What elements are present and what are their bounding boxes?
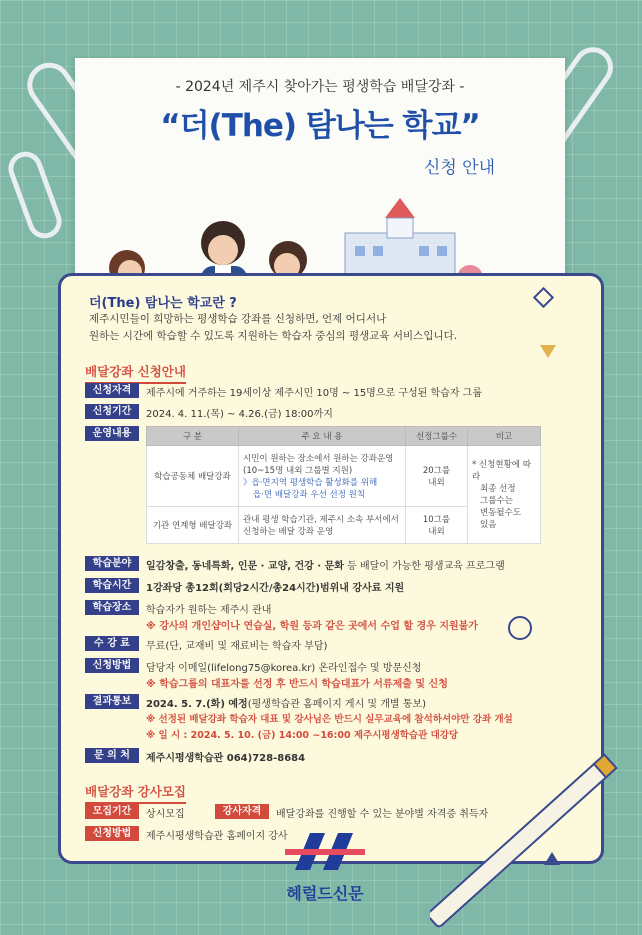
label-period: 신청기간 xyxy=(85,404,139,419)
operation-table xyxy=(146,426,541,544)
note-method: ※ 학습그룹의 대표자를 선정 후 반드시 학습대표가 서류제출 및 신청 xyxy=(146,679,448,690)
cell-line: * 신청현황에 따라 xyxy=(472,460,531,482)
cell-line: 10그룹 xyxy=(422,515,451,525)
value-contact: 제주시평생학습관 064)728-8684 xyxy=(146,753,306,764)
value-place: 학습자가 원하는 제주시 관내 xyxy=(146,605,272,616)
intro-line: 원하는 시간에 학습할 수 있도록 지원하는 학습자 중심의 평생교육 서비스입니다. xyxy=(89,330,458,342)
table-cell: 학습공동체 배달강좌 xyxy=(147,446,239,507)
paperclip-icon xyxy=(4,147,67,243)
value-field-bold: 일감창출, 동네특화, 인문 · 교양, 건강 · 문화 xyxy=(146,561,344,572)
table-header: 주 요 내 용 xyxy=(239,427,406,446)
value-method: 담당자 이메일(lifelong75@korea.kr) 온라인접수 및 방문신청 xyxy=(146,663,422,674)
table-row xyxy=(147,446,541,507)
value-fee: 무료(단, 교재비 및 재료비는 학습자 부담) xyxy=(146,641,328,652)
cell-line: 내외 xyxy=(428,478,445,488)
note-place: ※ 강사의 개인샵이나 연습실, 학원 등과 같은 곳에서 수업 할 경우 지원불가 xyxy=(146,621,478,632)
cell-line: 읍·면 배달강좌 우선 선정 원칙 xyxy=(253,490,366,500)
label-instructor-qual: 강사자격 xyxy=(215,804,269,819)
table-cell xyxy=(406,507,468,544)
cell-line: 변동될수도 xyxy=(480,508,522,518)
table-header: 비고 xyxy=(468,427,541,446)
intro-text xyxy=(89,311,569,345)
value-recruit-period: 상시모집 xyxy=(146,809,185,820)
cell-line: 있음 xyxy=(480,520,497,530)
cell-line: 시민이 원하는 장소에서 원하는 강좌운영 xyxy=(243,454,394,464)
value-field xyxy=(146,557,505,572)
value-time: 1강좌당 총12회(회당2시간/총24시간)범위내 강사료 지원 xyxy=(146,583,405,594)
value-instructor-qual: 배달강좌를 진행할 수 있는 분야별 자격증 취득자 xyxy=(276,809,489,820)
table-header: 선정그룹수 xyxy=(406,427,468,446)
value-result-bold: 2024. 5. 7.(화) 예정 xyxy=(146,699,248,710)
label-fee: 수 강 료 xyxy=(85,636,139,651)
label-result: 결과통보 xyxy=(85,694,139,709)
cell-line: 내외 xyxy=(428,527,445,537)
value-qualification: 제주시에 거주하는 19세이상 제주시민 10명 ~ 15명으로 구성된 학습자 그룹 xyxy=(146,388,482,399)
label-time: 학습시간 xyxy=(85,578,139,593)
note-result-2: ※ 일 시 : 2024. 5. 10. (금) 14:00 ~16:00 제주시평생학습관 대강당 xyxy=(146,730,459,741)
header-subtitle: - 2024년 제주시 찾아가는 평생학습 배달강좌 - xyxy=(175,79,465,95)
intro-heading: 더(The) 탐나는 학교란 ? xyxy=(89,296,237,311)
label-recruit-period: 모집기간 xyxy=(85,804,139,819)
cell-line: 관내 평생 학습기관, 제주시 소속 부서에서 xyxy=(243,515,399,525)
herald-logo-text: 헤럴드신문 xyxy=(286,884,364,903)
label-place: 학습장소 xyxy=(85,600,139,615)
header-notice: 신청 안내 xyxy=(423,158,495,178)
cell-line: (10~15명 내외 그룹별 지원) xyxy=(243,466,353,476)
cell-line: 20그룹 xyxy=(422,466,451,476)
herald-logo xyxy=(275,830,375,905)
cell-line: 최종 선정 xyxy=(480,484,516,494)
value-period: 2024. 4. 11.(목) ~ 4.26.(금) 18:00까지 xyxy=(146,409,333,420)
cell-line: 신청하는 배달 강좌 운영 xyxy=(243,527,334,537)
table-header: 구 분 xyxy=(147,427,239,446)
table-cell xyxy=(406,446,468,507)
label-operation: 운영내용 xyxy=(85,426,139,441)
circle-decoration xyxy=(508,616,532,640)
value-field-rest: 등 배달이 가능한 평생교육 프로그램 xyxy=(343,561,505,572)
label-contact: 문 의 처 xyxy=(85,748,139,763)
intro-line: 제주시민들이 희망하는 평생학습 강좌를 신청하면, 언제 어디서나 xyxy=(89,313,387,325)
section-title-apply: 배달강좌 신청안내 xyxy=(85,362,186,384)
table-cell-remark xyxy=(468,446,541,544)
value-result-rest: (평생학습관 홈페이지 게시 및 개별 통보) xyxy=(247,699,426,710)
value-instructor-method: 제주시평생학습관 홈페이지 강사 xyxy=(146,831,288,842)
value-result xyxy=(146,695,426,710)
cell-line: 그룹수는 xyxy=(480,496,513,506)
table-header-row xyxy=(147,427,541,446)
header-title: “더(The) 탐나는 학교” xyxy=(160,108,480,144)
table-cell xyxy=(239,507,406,544)
note-result-1: ※ 선정된 배달강좌 학습자 대표 및 강사님은 반드시 실무교육에 참석하셔야만 강좌 개설 xyxy=(146,714,513,725)
cell-line: 》읍·면지역 평생학습 활성화를 위해 xyxy=(243,478,378,488)
table-cell: 기관 연계형 배달강좌 xyxy=(147,507,239,544)
label-instructor-method: 신청방법 xyxy=(85,826,139,841)
label-method: 신청방법 xyxy=(85,658,139,673)
pencil-icon xyxy=(430,735,630,935)
label-field: 학습분야 xyxy=(85,556,139,571)
label-qualification: 신청자격 xyxy=(85,383,139,398)
triangle-decoration xyxy=(540,345,556,358)
table-cell xyxy=(239,446,406,507)
herald-logo-mark xyxy=(275,830,375,875)
section-title-instructor: 배달강좌 강사모집 xyxy=(85,782,186,804)
